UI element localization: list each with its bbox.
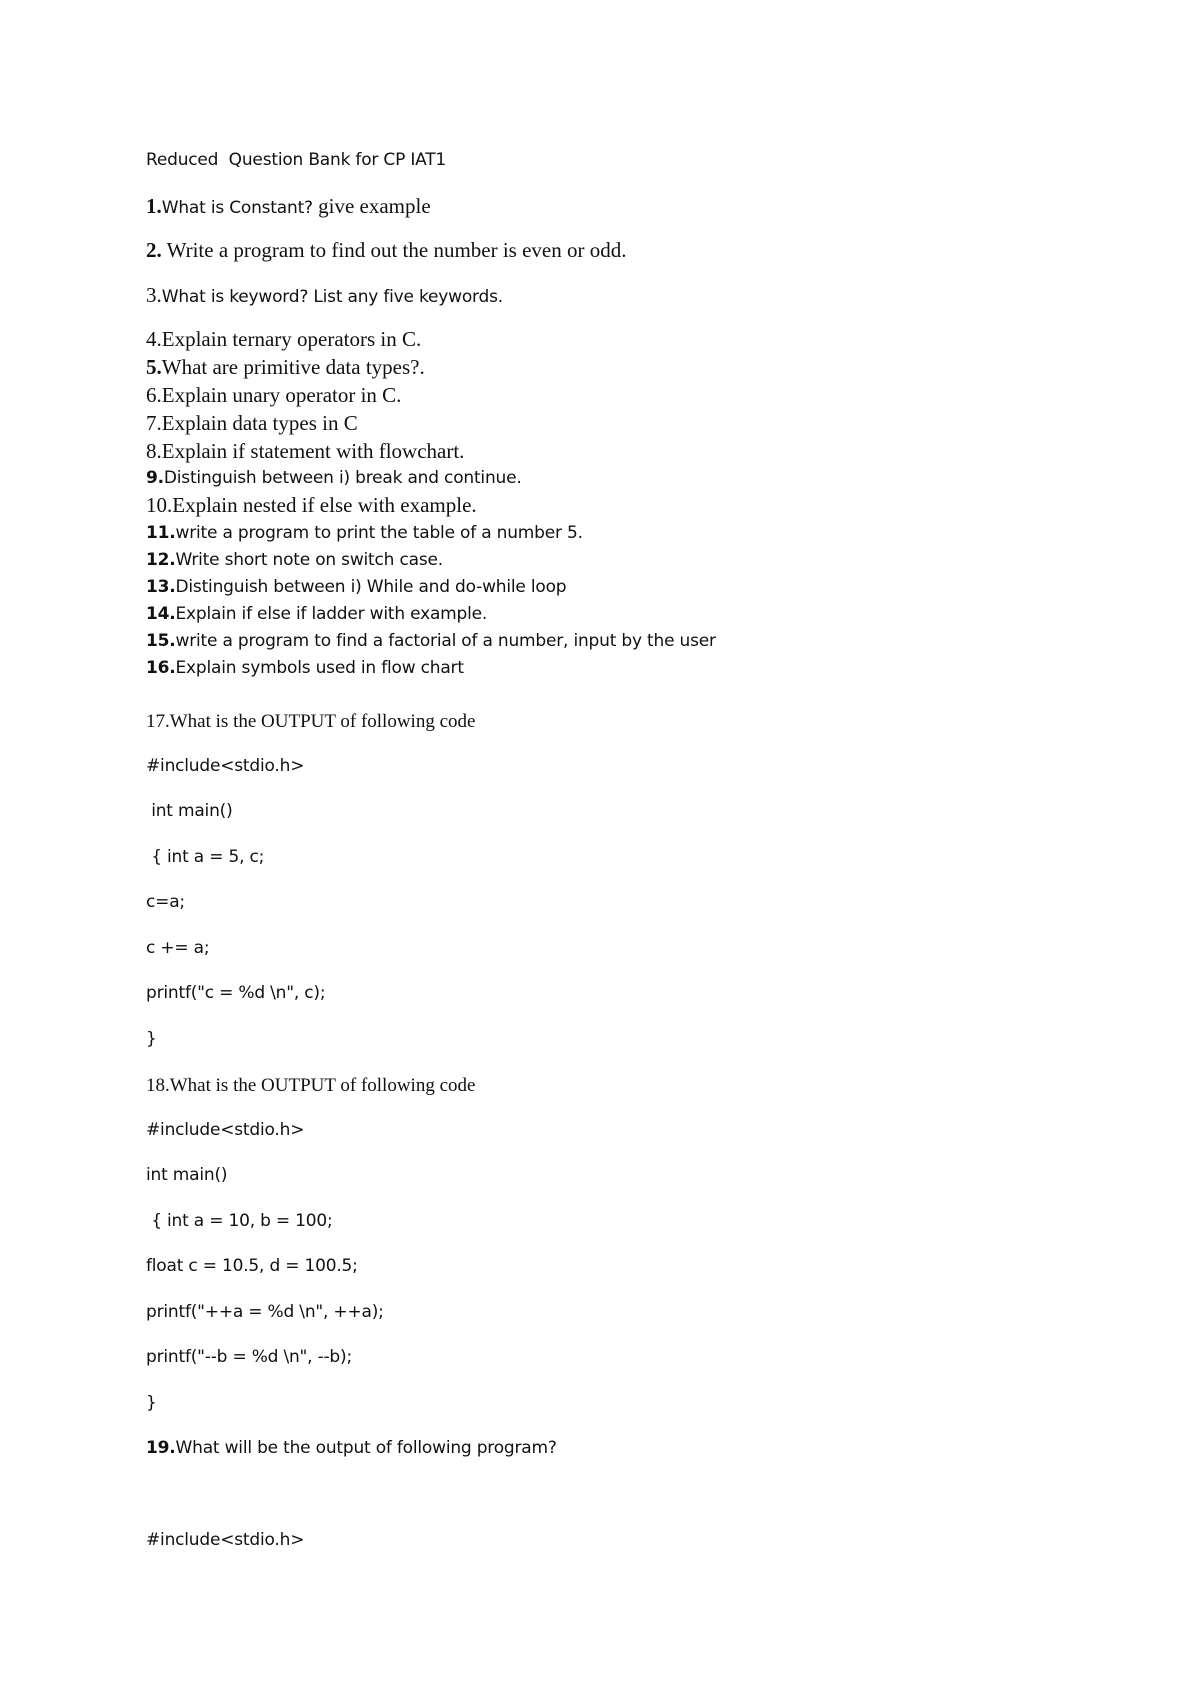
- question-8: 8.Explain if statement with flowchart.: [146, 439, 465, 463]
- question-15: 15.write a program to find a factorial of a number, input by the user: [146, 631, 716, 651]
- code-line: #include<stdio.h>: [146, 1120, 305, 1140]
- code-line: #include<stdio.h>: [146, 756, 305, 776]
- question-19: 19.What will be the output of following program?: [146, 1438, 557, 1458]
- code-line: { int a = 5, c;: [146, 847, 265, 867]
- question-14: 14.Explain if else if ladder with example.: [146, 604, 488, 624]
- document-title: Reduced Question Bank for CP IAT1: [146, 150, 447, 170]
- question-4: 4.Explain ternary operators in C.: [146, 327, 422, 351]
- code-line: float c = 10.5, d = 100.5;: [146, 1256, 358, 1276]
- question-10: 10.Explain nested if else with example.: [146, 493, 477, 517]
- code-line: c += a;: [146, 938, 210, 958]
- code-line: c=a;: [146, 892, 185, 912]
- question-16: 16.Explain symbols used in flow chart: [146, 658, 464, 678]
- question-2: 2. Write a program to find out the number is even or odd.: [146, 238, 627, 262]
- question-12: 12.Write short note on switch case.: [146, 550, 443, 570]
- question-3: 3.What is keyword? List any five keywords.: [146, 283, 503, 307]
- question-13: 13.Distinguish between i) While and do-while loop: [146, 577, 567, 597]
- question-1: 1.What is Constant? give example: [146, 194, 431, 218]
- code-line: int main(): [146, 801, 233, 821]
- code-line: int main(): [146, 1165, 228, 1185]
- code-line: #include<stdio.h>: [146, 1530, 305, 1550]
- code-line: }: [146, 1393, 157, 1413]
- code-line: printf("c = %d \n", c);: [146, 983, 326, 1003]
- question-6: 6.Explain unary operator in C.: [146, 383, 402, 407]
- question-11: 11.write a program to print the table of a number 5.: [146, 523, 583, 543]
- question-9: 9.Distinguish between i) break and continue.: [146, 468, 522, 488]
- code-line: printf("--b = %d \n", --b);: [146, 1347, 352, 1367]
- question-18: 18.What is the OUTPUT of following code: [146, 1075, 476, 1096]
- code-line: printf("++a = %d \n", ++a);: [146, 1302, 384, 1322]
- question-7: 7.Explain data types in C: [146, 411, 358, 435]
- code-line: { int a = 10, b = 100;: [146, 1211, 333, 1231]
- question-5: 5.What are primitive data types?.: [146, 355, 425, 379]
- question-17: 17.What is the OUTPUT of following code: [146, 711, 476, 732]
- code-line: }: [146, 1029, 157, 1049]
